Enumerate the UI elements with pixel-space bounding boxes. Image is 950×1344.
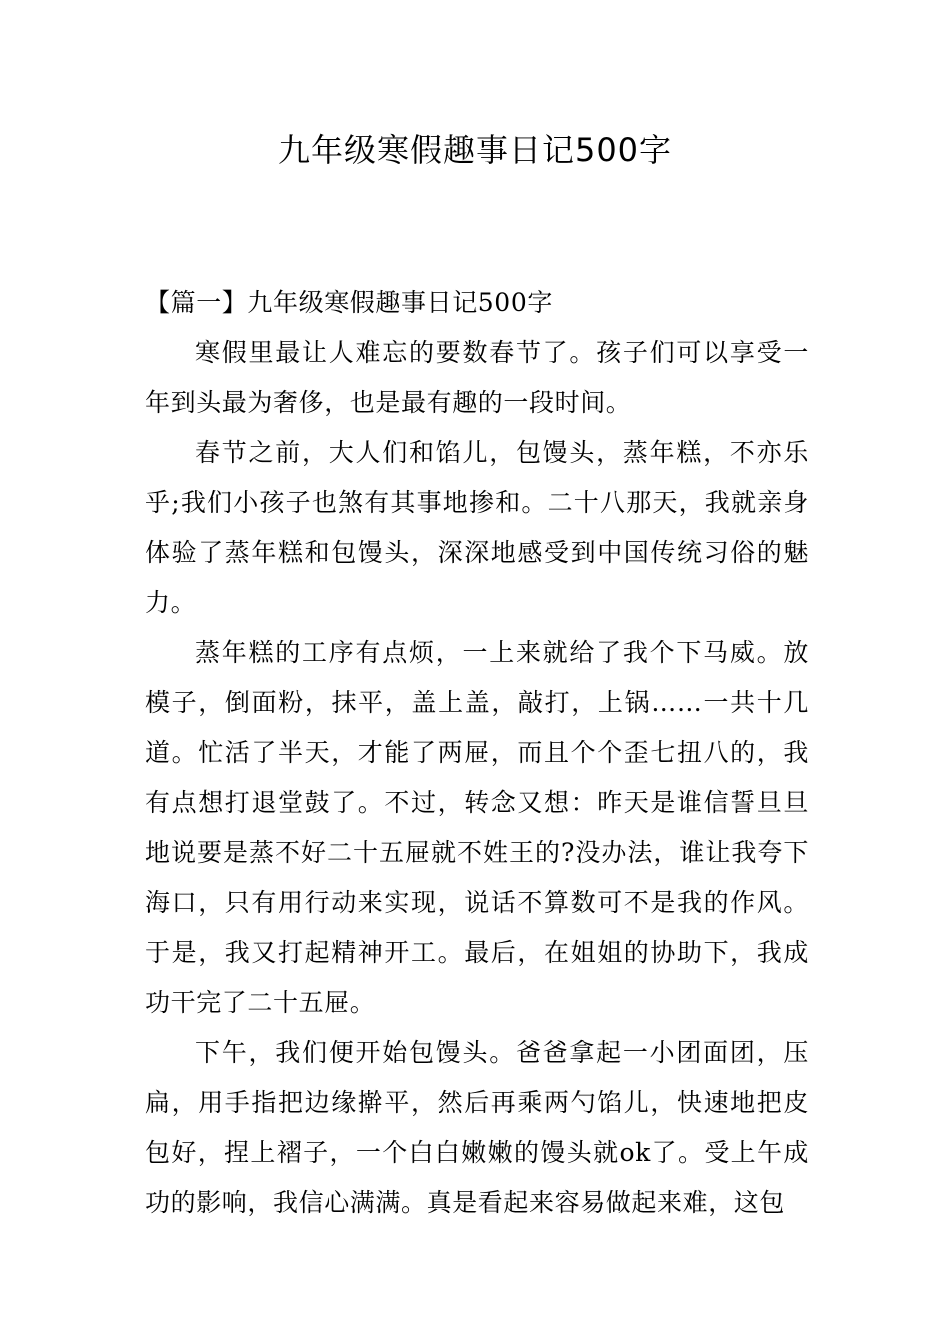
paragraph-4: 下午，我们便开始包馒头。爸爸拿起一小团面团，压扁，用手指把边缘擀平，然后再乘两勺馅儿，快速地把皮包好，捏上褶子，一个白白嫩嫩的馒头就ok了。受上午成功的影响，我信心满满。真是看起来容易做起来难，这包 [145,1038,809,1217]
section-heading: 【篇一】九年级寒假趣事日记500字 [145,288,553,317]
paragraph-1: 寒假里最让人难忘的要数春节了。孩子们可以享受一年到头最为奢侈，也是最有趣的一段时间。 [145,338,809,417]
paragraph-3: 蒸年糕的工序有点烦，一上来就给了我个下马威。放模子，倒面粉，抹平，盖上盖，敲打，上锅……一共十几道。忙活了半天，才能了两屉，而且个个歪七扭八的，我有点想打退堂鼓了。不过，转念又想：昨天是谁信誓旦旦地说要是蒸不好二十五屉就不姓王的?没办法，谁让我夸下海口，只有用行动来实现，说话不算数可不是我的作风。于是，我又打起精神开工。最后，在姐姐的协助下，我成功干完了二十五屉。 [145,638,809,1017]
document-body [145,278,809,1228]
document-title: 九年级寒假趣事日记500字 [277,131,673,169]
paragraph-2: 春节之前，大人们和馅儿，包馒头，蒸年糕，不亦乐乎;我们小孩子也煞有其事地掺和。二十八那天，我就亲身体验了蒸年糕和包馒头，深深地感受到中国传统习俗的魅力。 [145,438,809,617]
